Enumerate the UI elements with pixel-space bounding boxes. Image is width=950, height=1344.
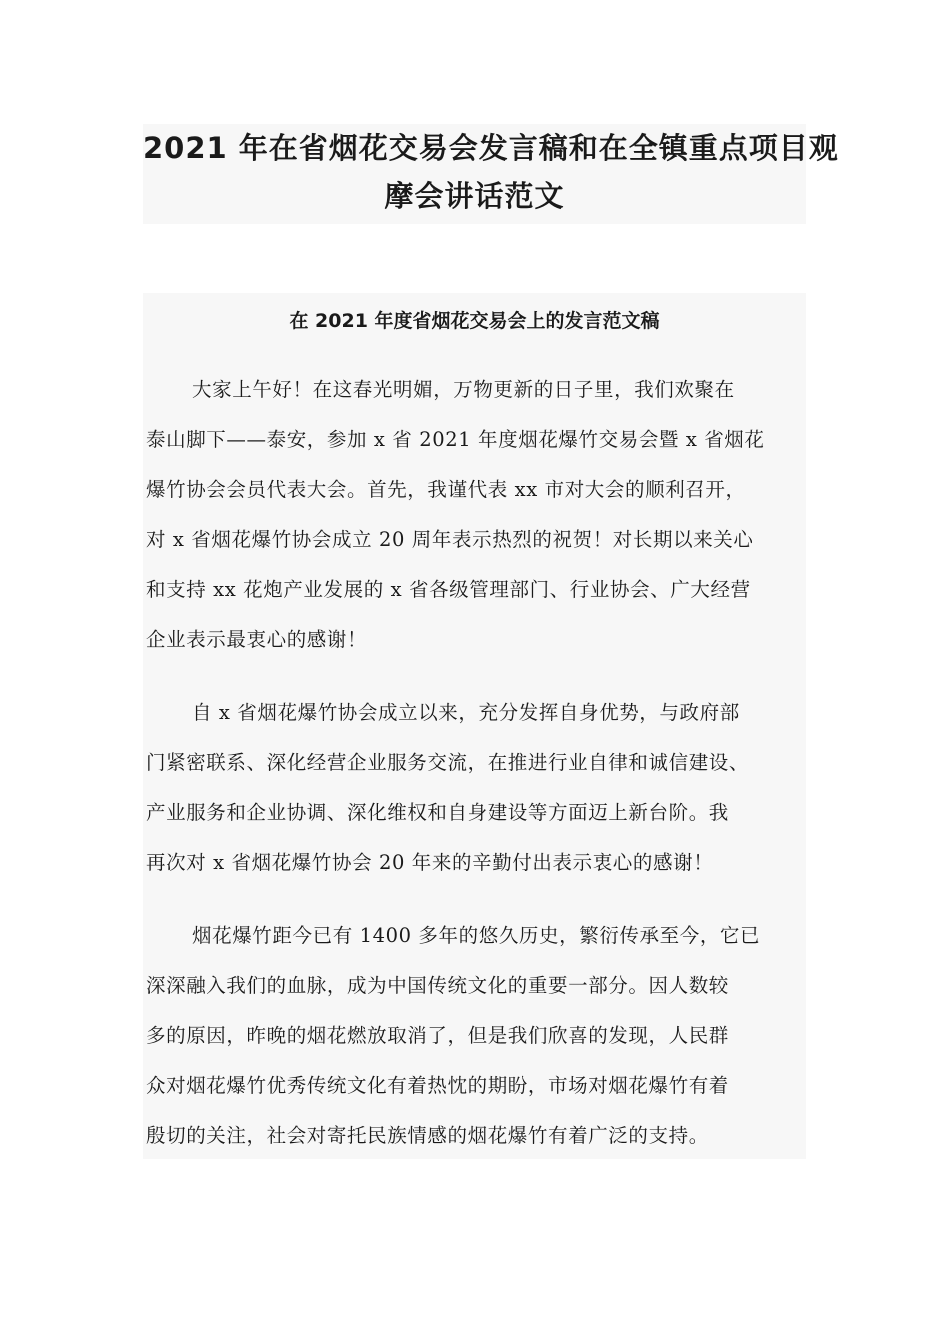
- paragraph-line: 殷切的关注，社会对寄托民族情感的烟花爆竹有着广泛的支持。: [146, 1124, 709, 1147]
- paragraph-line: 多的原因，昨晚的烟花燃放取消了，但是我们欣喜的发现，人民群: [146, 1024, 729, 1047]
- paragraph-line: 再次对 x 省烟花爆竹协会 20 年来的辛勤付出表示衷心的感谢！: [146, 851, 714, 874]
- paragraph-line: 和支持 xx 花炮产业发展的 x 省各级管理部门、行业协会、广大经营: [146, 578, 751, 601]
- paragraph-2: [146, 688, 826, 888]
- paragraph-3: [146, 911, 826, 1161]
- document-title-block: [143, 124, 839, 224]
- paragraph-line: 对 x 省烟花爆竹协会成立 20 周年表示热烈的祝贺！对长期以来关心: [146, 528, 754, 551]
- paragraph-line: 门紧密联系、深化经营企业服务交流，在推进行业自律和诚信建设、: [146, 751, 750, 774]
- document-title-line-2: 摩会讲话范文: [384, 179, 565, 213]
- paragraph-line: 大家上午好！在这春光明媚，万物更新的日子里，我们欢聚在: [192, 378, 735, 401]
- paragraph-line: 众对烟花爆竹优秀传统文化有着热忱的期盼，市场对烟花爆竹有着: [146, 1074, 729, 1097]
- paragraph-line: 深深融入我们的血脉，成为中国传统文化的重要一部分。因人数较: [146, 974, 729, 997]
- paragraph-line: 烟花爆竹距今已有 1400 多年的悠久历史，繁衍传承至今，它已: [192, 924, 761, 947]
- paragraph-line: 爆竹协会会员代表大会。首先，我谨代表 xx 市对大会的顺利召开，: [146, 478, 746, 501]
- document-body: [143, 293, 806, 1159]
- paragraph-line: 产业服务和企业协调、深化维权和自身建设等方面迈上新台阶。我: [146, 801, 729, 824]
- document-title-line-1: 2021 年在省烟花交易会发言稿和在全镇重点项目观: [143, 131, 839, 165]
- paragraph-line: 泰山脚下——泰安，参加 x 省 2021 年度烟花爆竹交易会暨 x 省烟花: [146, 428, 765, 451]
- section-subtitle: 在 2021 年度省烟花交易会上的发言范文稿: [289, 310, 660, 332]
- paragraph-line: 自 x 省烟花爆竹协会成立以来，充分发挥自身优势，与政府部: [192, 701, 740, 724]
- paragraph-1: [146, 365, 826, 665]
- paragraph-line: 企业表示最衷心的感谢！: [146, 628, 368, 651]
